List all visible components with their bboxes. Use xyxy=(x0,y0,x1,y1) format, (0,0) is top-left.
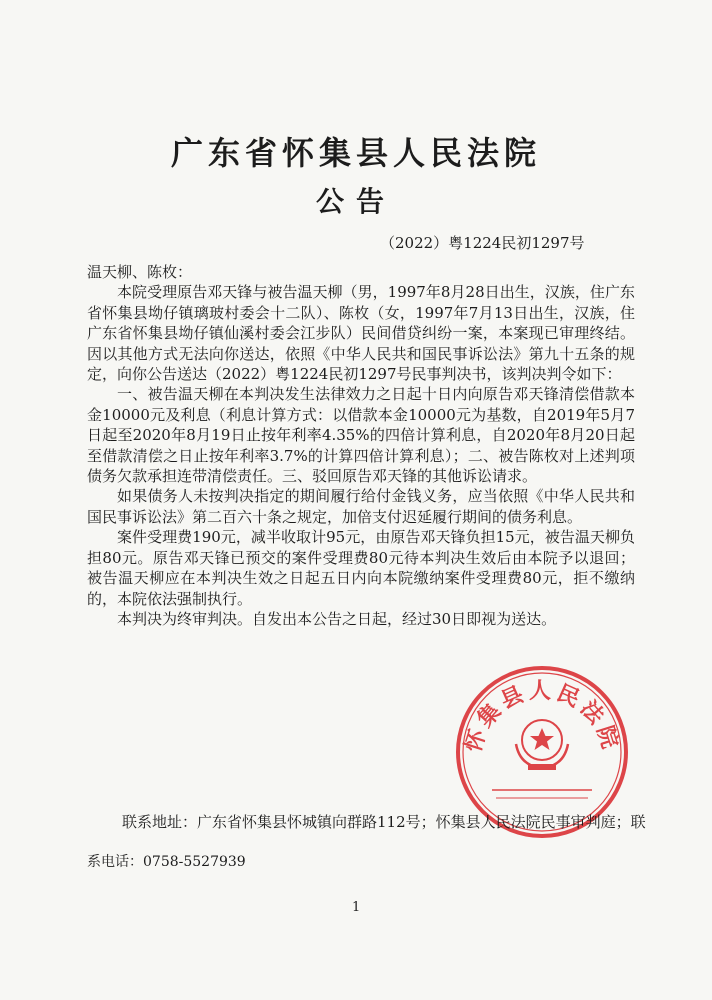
addressee: 温天柳、陈枚： xyxy=(87,263,193,281)
paragraph-judgment: 一、被告温天柳在本判决发生法律效力之日起十日内向原告邓天锋清偿借款本金10000元及利息（利息计算方式：以借款本金10000元为基数，自2019年5月7日起至2020年8月19日止按年利率4.35%的四倍计算利息，自2020年8月20日起至借款清偿之日止按年利率3.7%的计算四倍计算利息）；二、被告陈枚对上述判项债务欠款承担连带清偿责任。三、驳回原告邓天锋的其他诉讼请求。 xyxy=(87,385,635,486)
contact-phone: 系电话：0758-5527939 xyxy=(87,854,246,870)
paragraph-final: 本判决为终审判决。自发出本公告之日起，经过30日即视为送达。 xyxy=(117,609,557,628)
paragraph-late-interest: 如果债务人未按判决指定的期间履行给付金钱义务，应当依照《中华人民共和国民事诉讼法》第二百六十条之规定，加倍支付迟延履行期间的债务利息。 xyxy=(87,487,635,526)
paragraph-court-fees: 案件受理费190元，减半收取计95元，由原告邓天锋负担15元，被告温天柳负担80元。原告邓天锋已预交的案件受理费80元待本判决生效后由本院予以退回；被告温天柳应在本判决生效之日起五日内向本院缴纳案件受理费80元，拒不缴纳的，本院依法强制执行。 xyxy=(87,528,635,608)
page-number: 1 xyxy=(352,900,361,915)
svg-text:怀集县人民法院: 怀集县人民法院 xyxy=(459,678,625,756)
contact-address: 联系地址：广东省怀集县怀城镇向群路112号；怀集县人民法院民事审判庭；联 xyxy=(122,813,646,831)
document-type: 公告 xyxy=(315,185,396,218)
emblem-icon xyxy=(516,720,568,770)
paragraph-case-intro: 本院受理原告邓天锋与被告温天柳（男，1997年8月28日出生，汉族，住广东省怀集县坳仔镇璃玻村委会十二队）、陈枚（女，1997年7月13日出生，汉族，住广东省怀集县坳仔镇仙溪村委会江步队）民间借贷纠纷一案，本案现已审理终结。因以其他方式无法向你送达，依照《中华人民共和国民事诉讼法》第九十五条的规定，向你公告送达（2022）粤1224民初1297号民事判决书，该判决判令如下： xyxy=(87,283,635,384)
case-number: （2022）粤1224民初1297号 xyxy=(380,234,585,252)
notice-body xyxy=(87,262,635,629)
court-name: 广东省怀集县人民法院 xyxy=(170,134,541,172)
